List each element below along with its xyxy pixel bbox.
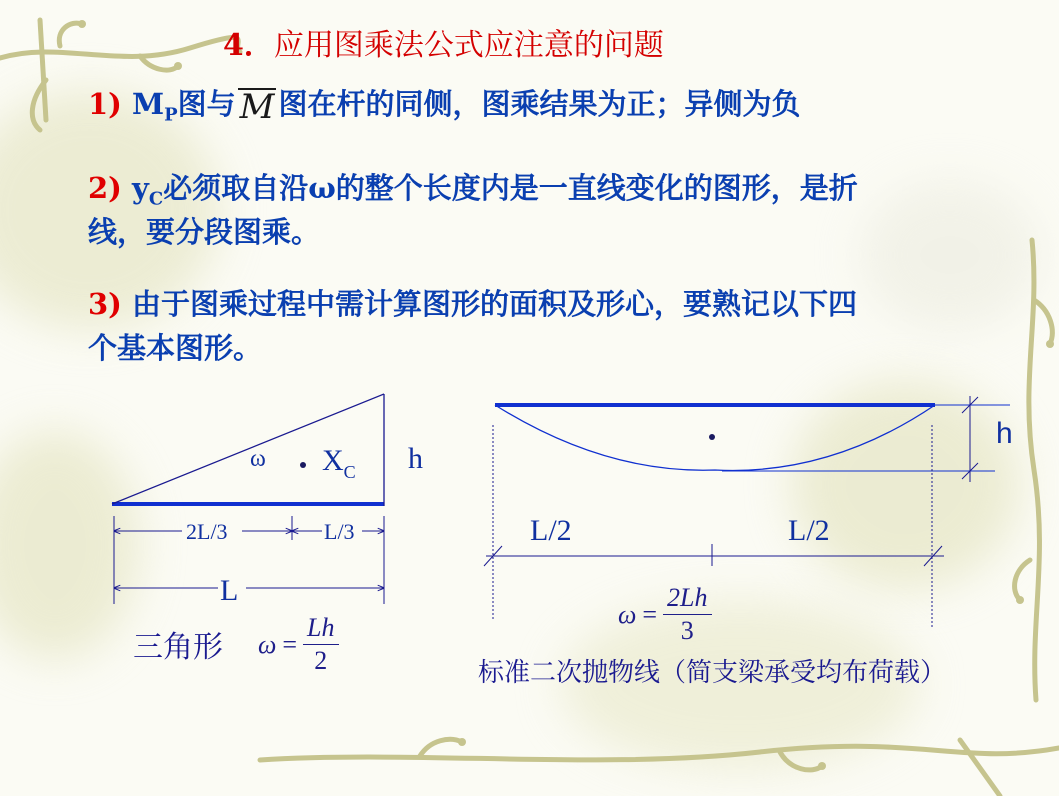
parabola-formula-omega: ω bbox=[618, 599, 637, 629]
rule-3-number: 3) bbox=[88, 287, 122, 321]
rule-2-line-2: 线，要分段图乘。 bbox=[88, 215, 321, 249]
rule-2-number: 2) bbox=[88, 171, 122, 205]
triangle-centroid-dot bbox=[300, 462, 306, 468]
triangle-formula-eq: = bbox=[282, 629, 298, 659]
dim-label-L3: L/3 bbox=[324, 519, 355, 544]
title-text: 应用图乘法公式应注意的问题 bbox=[273, 28, 664, 63]
rule-1-number: 1) bbox=[88, 87, 122, 121]
parabola-dim-label-left: L/2 bbox=[530, 514, 572, 547]
parabola-formula-eq: = bbox=[642, 599, 658, 629]
triangle-xc-label: $X_C$ bbox=[322, 444, 356, 482]
triangle-name: 三角形 bbox=[133, 630, 223, 665]
parabola-name: 标准二次抛物线（简支梁承受均布荷载） bbox=[478, 658, 947, 688]
rule-2-yc: $y_C$ bbox=[132, 171, 164, 210]
parabola-formula-denominator: 3 bbox=[680, 616, 694, 645]
rule-3-line-2: 个基本图形。 bbox=[88, 331, 263, 365]
dim-label-L: L bbox=[220, 574, 239, 607]
rule-1-mid: 图与 bbox=[177, 87, 236, 121]
parabola-h-label: h bbox=[996, 417, 1013, 450]
rule-1-rest: 图在杆的同侧，图乘结果为正；异侧为负 bbox=[278, 87, 801, 121]
parabola-diagram bbox=[484, 396, 1013, 628]
parabola-centroid-dot bbox=[709, 434, 715, 440]
rule-3-text-1: 由于图乘过程中需计算图形的面积及形心，要熟记以下四 bbox=[132, 287, 858, 321]
dim-label-2L3: 2L/3 bbox=[186, 519, 228, 544]
triangle-formula bbox=[258, 612, 339, 677]
rule-2-text-1: 必须取自沿ω的整个长度内是一直线变化的图形，是折 bbox=[163, 171, 858, 205]
parabola-dim-label-right: L/2 bbox=[788, 514, 830, 547]
parabola-formula-numerator: 2Lh bbox=[663, 582, 711, 615]
triangle-h-label: h bbox=[408, 442, 423, 475]
triangle-formula-denominator: 2 bbox=[314, 646, 328, 675]
triangle-omega-label: ω bbox=[250, 446, 266, 472]
triangle-formula-omega: ω bbox=[258, 629, 277, 659]
parabola-formula bbox=[618, 582, 712, 647]
parabola-formula-fraction bbox=[663, 582, 711, 647]
rule-1-mp: $M_P$ bbox=[132, 87, 178, 126]
triangle-formula-numerator: Lh bbox=[303, 612, 338, 645]
triangle-diagram bbox=[112, 394, 423, 607]
m-bar-symbol: M bbox=[239, 87, 275, 127]
title-number: 4． bbox=[223, 28, 274, 63]
triangle-formula-fraction bbox=[303, 612, 338, 677]
parabola-curve bbox=[495, 405, 935, 470]
